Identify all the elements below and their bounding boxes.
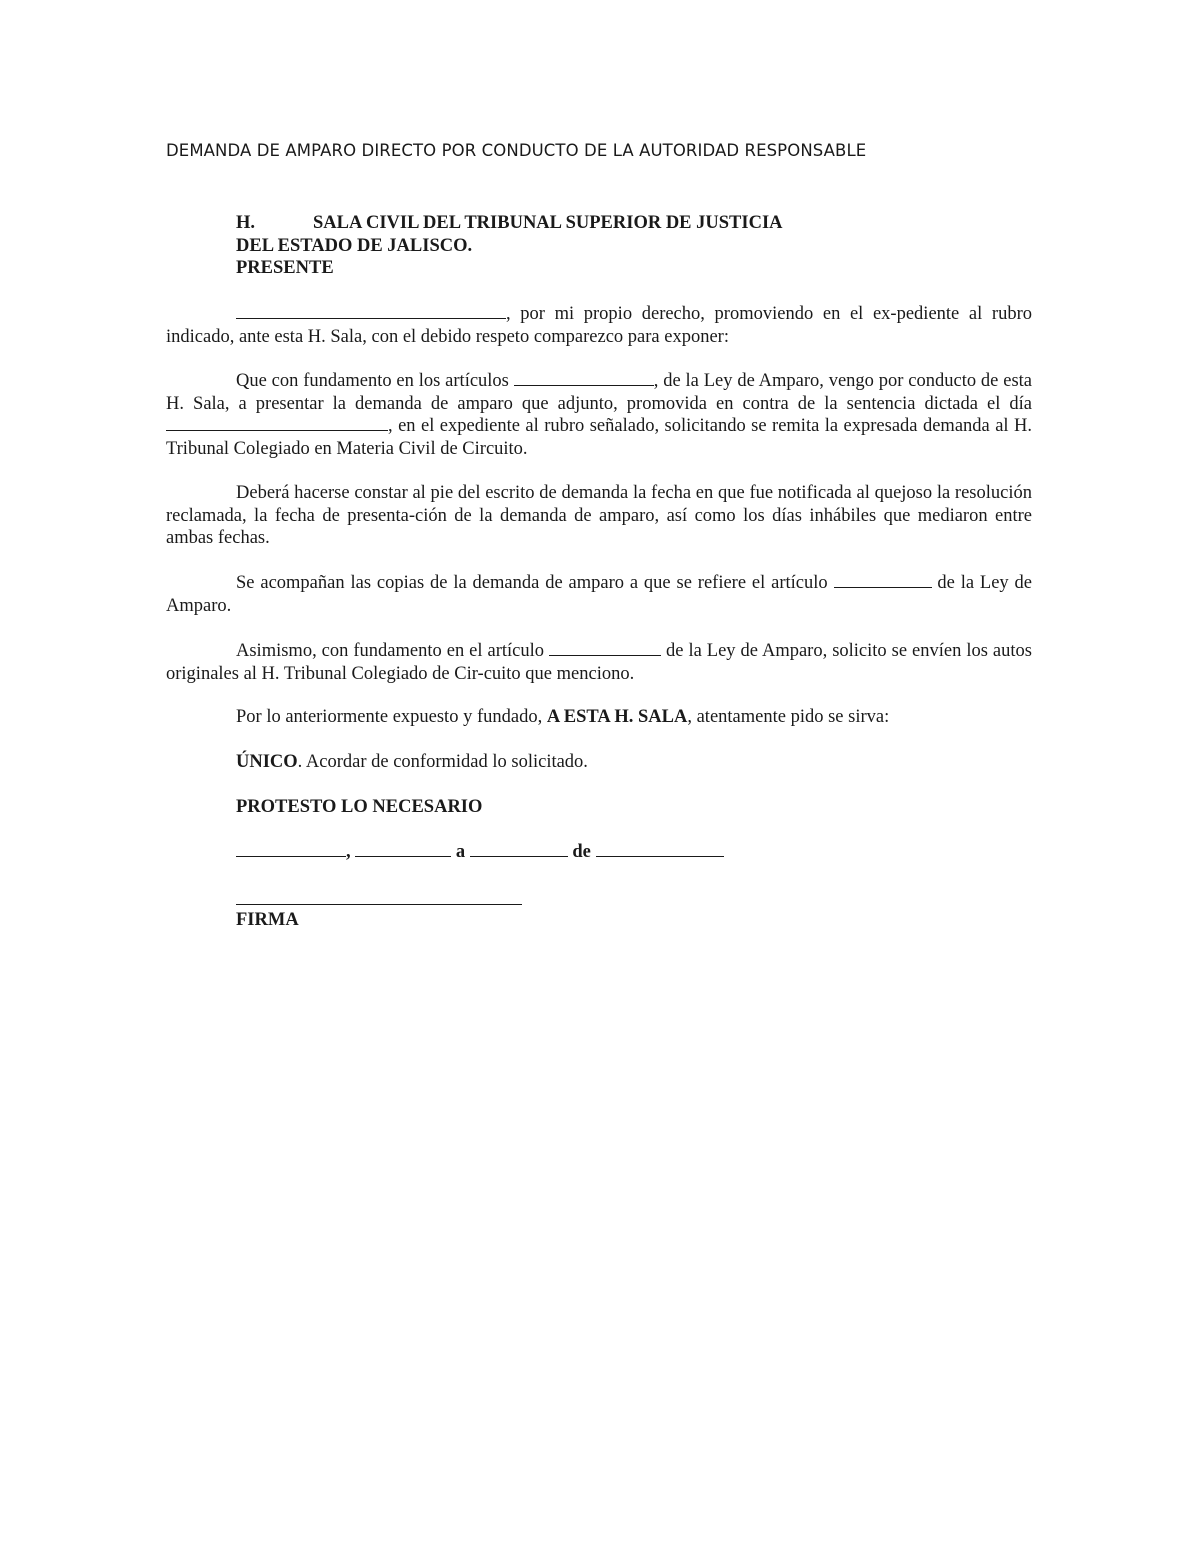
paragraph-copias: Se acompañan las copias de la demanda de amparo a que se refiere el artículo de la Ley de Amparo.	[166, 573, 1032, 616]
blank-mes	[470, 855, 568, 857]
paragraph-autos: Asimismo, con fundamento en el artículo de la Ley de Amparo, solicito se envíen los autos originales al H. Tribunal Colegiado de Cir-cuito que menciono.	[166, 641, 1032, 684]
paragraph-constancia: Deberá hacerse constar al pie del escrito de demanda la fecha en que fue notificada al quejoso la resolución reclamada, la fecha de presenta-ción de la demanda de amparo, así como los días inhábiles que mediaron entre ambas fechas.	[166, 483, 1032, 548]
paragraph-comparecencia: , por mi propio derecho, promoviendo en el ex-pediente al rubro indicado, ante esta H. Sala, con el debido respeto comparezco para exponer:	[166, 304, 1032, 347]
addressee-presente: PRESENTE	[236, 258, 334, 278]
blank-lugar	[236, 855, 346, 857]
signature-line	[236, 904, 522, 905]
paragraph-peticion: Por lo anteriormente expuesto y fundado, A ESTA H. SALA, atentamente pido se sirva:	[236, 707, 890, 727]
blank-dia-fecha	[355, 855, 451, 857]
addressee-h: H.	[236, 213, 256, 233]
blank-articulo-autos	[549, 654, 661, 656]
paragraph-unico: ÚNICO. Acordar de conformidad lo solicitado.	[236, 752, 588, 772]
protesto-line: PROTESTO LO NECESARIO	[236, 797, 483, 817]
date-line: , a de	[236, 841, 724, 863]
blank-articulos	[514, 384, 654, 386]
blank-articulo-copias	[834, 586, 932, 588]
blank-anio	[596, 855, 724, 857]
addressee-line-1	[236, 212, 783, 234]
addressee-sala: SALA CIVIL DEL TRIBUNAL SUPERIOR DE JUSTICIA	[313, 213, 783, 233]
firma-label: FIRMA	[236, 910, 299, 930]
blank-dia	[166, 429, 388, 431]
addressee-line-2: DEL ESTADO DE JALISCO.	[236, 236, 473, 256]
blank-nombre	[236, 317, 506, 319]
paragraph-fundamento: Que con fundamento en los artículos , de la Ley de Amparo, vengo por conducto de esta H. Sala, a presentar la demanda de amparo que adjunto, promovida en contra de la sentencia dictada el día , en el expediente al rubro señalado, solicitando se remita la expresada demanda al H. Tribunal Colegiado en Materia Civil de Circuito.	[166, 371, 1032, 459]
document-title: DEMANDA DE AMPARO DIRECTO POR CONDUCTO DE LA AUTORIDAD RESPONSABLE	[166, 141, 867, 160]
